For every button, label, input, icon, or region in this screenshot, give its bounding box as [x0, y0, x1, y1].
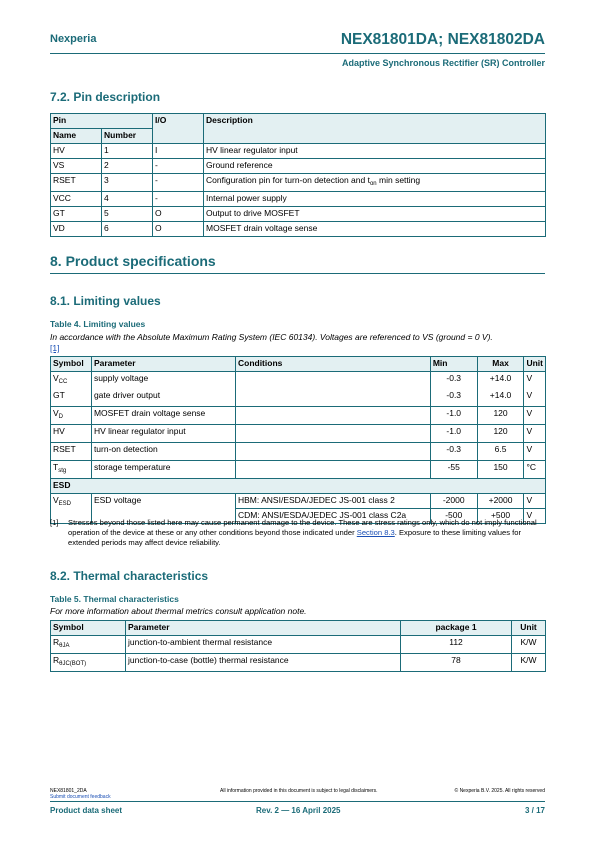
pin-number: 5	[102, 207, 153, 222]
submit-feedback-link[interactable]: Submit document feedback	[50, 794, 111, 800]
header-name: Name	[51, 129, 102, 144]
symbol: $R_{\theta JA}$	[51, 636, 126, 654]
header-conditions: Conditions	[235, 357, 430, 372]
footer-revision: Rev. 2 — 16 April 2025	[256, 806, 341, 815]
max-value: 120	[477, 407, 524, 425]
symbol: $V_D$	[51, 407, 92, 425]
header-min: Min	[430, 357, 477, 372]
symbol: $V_{ESD}$	[51, 494, 92, 524]
parameter: junction-to-ambient thermal resistance	[126, 636, 401, 654]
symbol: RSET	[51, 443, 92, 461]
unit: V	[524, 372, 546, 390]
footer-divider	[50, 801, 545, 802]
pin-desc: Internal power supply	[204, 192, 546, 207]
pin-io: O	[153, 222, 204, 237]
max-value: 150	[477, 461, 524, 479]
pin-desc: Configuration pin for turn-on detection and $t_{on}$ min setting	[204, 174, 546, 192]
pin-number: 6	[102, 222, 153, 237]
footer-legal: All information provided in this document is subject to legal disclaimers.	[220, 788, 378, 794]
pin-name: VCC	[51, 192, 102, 207]
table-row	[51, 372, 546, 390]
table-row	[51, 222, 546, 237]
parameter: turn-on detection	[91, 443, 235, 461]
header-description: Description	[204, 114, 546, 144]
min-value: -0.3	[430, 443, 477, 461]
conditions	[235, 461, 430, 479]
header-number: Number	[102, 129, 153, 144]
header-parameter: Parameter	[126, 621, 401, 636]
pin-name: RSET	[51, 174, 102, 192]
header-package: package 1	[401, 621, 512, 636]
pin-description-table	[50, 113, 546, 237]
table-row	[51, 407, 546, 425]
pin-io: -	[153, 192, 204, 207]
unit: °C	[524, 461, 546, 479]
table-caption-limiting-values: Table 4. Limiting values	[50, 319, 146, 329]
table-description-thermal: For more information about thermal metrics consult application note.	[50, 606, 307, 616]
table-row	[51, 654, 546, 672]
table-row	[51, 144, 546, 159]
header-unit: Unit	[512, 621, 546, 636]
conditions	[235, 372, 430, 407]
unit: V	[524, 425, 546, 443]
unit: V	[524, 407, 546, 425]
max-value: +2000	[477, 494, 524, 509]
conditions	[235, 443, 430, 461]
brand-logo-text: Nexperia	[50, 33, 97, 45]
thermal-table	[50, 620, 546, 672]
parameter: ESD voltage	[91, 494, 235, 524]
conditions: CDM: ANSI/ESDA/JEDEC JS-001 class C2a	[235, 509, 430, 524]
table-row	[51, 192, 546, 207]
min-value: -0.3	[430, 372, 477, 390]
min-value: -55	[430, 461, 477, 479]
conditions	[235, 425, 430, 443]
max-value: +500	[477, 509, 524, 524]
pin-number: 1	[102, 144, 153, 159]
header-symbol: Symbol	[51, 357, 92, 372]
table-row	[51, 636, 546, 654]
min-value: -500	[430, 509, 477, 524]
parameter: supply voltage	[91, 372, 235, 390]
section-heading-limiting-values: 8.1. Limiting values	[50, 294, 161, 308]
section-8-3-link[interactable]: Section 8.3	[356, 528, 395, 537]
esd-group-row	[51, 479, 546, 494]
pin-name: HV	[51, 144, 102, 159]
pin-number: 4	[102, 192, 153, 207]
footer-doc-id: NEX81801_2DA	[50, 788, 87, 794]
table-row	[51, 159, 546, 174]
header-max: Max	[477, 357, 524, 372]
max-value: 6.5	[477, 443, 524, 461]
table-row	[51, 207, 546, 222]
table-row	[51, 174, 546, 192]
pin-io: -	[153, 159, 204, 174]
section-heading-thermal: 8.2. Thermal characteristics	[50, 569, 209, 583]
table-description-limiting-values: In accordance with the Absolute Maximum Rating System (IEC 60134). Voltages are referenced to VS (ground = 0 V).	[50, 332, 493, 342]
pin-io: I	[153, 144, 204, 159]
table-row	[51, 443, 546, 461]
table-row	[51, 494, 546, 509]
parameter: gate driver output	[91, 389, 235, 407]
parameter: MOSFET drain voltage sense	[91, 407, 235, 425]
footnote-reference-link[interactable]: [1]	[50, 343, 60, 353]
pin-name: VS	[51, 159, 102, 174]
pin-number: 3	[102, 174, 153, 192]
footer-doc-type: Product data sheet	[50, 806, 123, 815]
document-title: NEX81801DA; NEX81802DA	[340, 31, 545, 48]
document-subtitle: Adaptive Synchronous Rectifier (SR) Controller	[341, 58, 545, 68]
header-pin: Pin	[51, 114, 153, 129]
package-value: 112	[401, 636, 512, 654]
section-heading-product-specifications: 8. Product specifications	[50, 253, 216, 269]
max-value: +14.0	[477, 372, 524, 390]
section-heading-pin-description: 7.2. Pin description	[50, 90, 161, 104]
unit: V	[524, 389, 546, 407]
pin-desc: Output to drive MOSFET	[204, 207, 546, 222]
symbol: GT	[51, 389, 92, 407]
symbol: $T_{stg}$	[51, 461, 92, 479]
pin-io: -	[153, 174, 204, 192]
min-value: -1.0	[430, 407, 477, 425]
pin-io: O	[153, 207, 204, 222]
unit: K/W	[512, 654, 546, 672]
symbol: $V_{CC}$	[51, 372, 92, 390]
header-unit: Unit	[524, 357, 546, 372]
header-io: I/O	[153, 114, 204, 144]
footer-copyright: © Nexperia B.V. 2025. All rights reserved	[454, 788, 545, 794]
conditions	[235, 407, 430, 425]
max-value: +14.0	[477, 389, 524, 407]
min-value: -2000	[430, 494, 477, 509]
symbol: $R_{\theta JC(BOT)}$	[51, 654, 126, 672]
unit: V	[524, 443, 546, 461]
table-row	[51, 425, 546, 443]
header-divider	[50, 53, 545, 54]
unit: V	[524, 509, 546, 524]
parameter: storage temperature	[91, 461, 235, 479]
section-divider	[50, 273, 545, 274]
package-value: 78	[401, 654, 512, 672]
header-parameter: Parameter	[91, 357, 235, 372]
limiting-values-table	[50, 356, 546, 524]
parameter: HV linear regulator input	[91, 425, 235, 443]
table-caption-thermal: Table 5. Thermal characteristics	[50, 594, 179, 604]
pin-name: VD	[51, 222, 102, 237]
min-value: -1.0	[430, 425, 477, 443]
pin-desc: MOSFET drain voltage sense	[204, 222, 546, 237]
unit: K/W	[512, 636, 546, 654]
table-footnote: [1] Stresses beyond those listed here may cause permanent damage to the device. These are stress ratings only, which do not imply functional operation of the device at these or any other conditions beyond those indicated under Section 8.3. Exposure to these limiting values for extended periods may affect device reliability.	[50, 518, 537, 547]
pin-desc: HV linear regulator input	[204, 144, 546, 159]
table-row	[51, 461, 546, 479]
pin-number: 2	[102, 159, 153, 174]
footer-page-number: 3 / 17	[524, 806, 545, 815]
symbol: HV	[51, 425, 92, 443]
parameter: junction-to-case (bottle) thermal resistance	[126, 654, 401, 672]
esd-group-label: ESD	[51, 479, 546, 494]
footnote-number: [1]	[50, 518, 59, 527]
min-value: -0.3	[430, 389, 477, 407]
conditions: HBM: ANSI/ESDA/JEDEC JS-001 class 2	[235, 494, 430, 509]
header-symbol: Symbol	[51, 621, 126, 636]
pin-name: GT	[51, 207, 102, 222]
max-value: 120	[477, 425, 524, 443]
pin-desc: Ground reference	[204, 159, 546, 174]
unit: V	[524, 494, 546, 509]
